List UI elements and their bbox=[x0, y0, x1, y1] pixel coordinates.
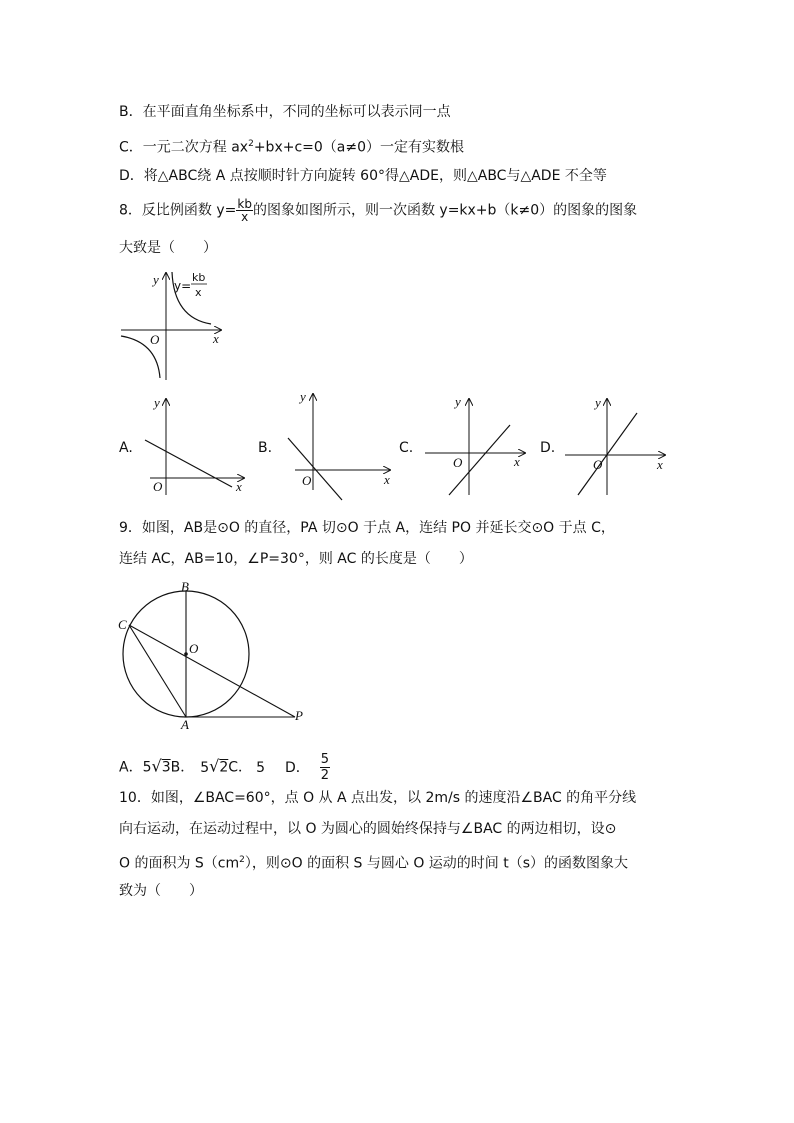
q8-option-c-graph bbox=[425, 395, 535, 495]
axis-x-label: x bbox=[213, 331, 219, 346]
svg-text:x: x bbox=[236, 479, 242, 494]
svg-text:y: y bbox=[455, 394, 461, 409]
q9-ans-a-label: A． bbox=[119, 759, 143, 776]
svg-text:O: O bbox=[593, 457, 603, 472]
svg-text:O: O bbox=[153, 479, 163, 494]
svg-text:C: C bbox=[118, 617, 127, 632]
q9-ans-d-label: D． bbox=[284, 759, 310, 776]
q7-option-c: C．一元二次方程 $ax^2+bx+c=0(a\ne 0)$一定有实数根 bbox=[119, 139, 465, 156]
q8-stem: 8．反比例函数 y= $\frac{kb}{x}$ 的图象如图所示，则一次函数 y=kx+b（k≠0）的图象的图象 bbox=[119, 197, 638, 224]
origin-label: O bbox=[150, 332, 160, 347]
q8-option-d-label: D. bbox=[540, 440, 556, 456]
svg-text:y: y bbox=[300, 389, 306, 404]
q7-option-b: B．在平面直角坐标系中，不同的坐标可以表示同一点 bbox=[119, 104, 451, 120]
q8-stem-fraction: $\frac{kb}{x}$ bbox=[237, 197, 252, 224]
q8-option-a-label: A. bbox=[119, 440, 133, 456]
svg-text:x: x bbox=[195, 286, 202, 299]
q8-option-c-label: C. bbox=[399, 440, 414, 456]
svg-text:O: O bbox=[302, 473, 312, 488]
q8-option-b-label: B. bbox=[258, 440, 273, 456]
q7-option-d: D．将△ABC绕 A 点按顺时针方向旋转 60°得△ADE，则△ABC与△ADE 不全等 bbox=[119, 168, 607, 184]
q10-line2: 向右运动，在运动过程中，以 O 为圆心的圆始终保持与∠BAC 的两边相切，设⊙ bbox=[119, 821, 617, 837]
svg-text:y: y bbox=[595, 395, 601, 410]
q8-option-d-graph bbox=[565, 395, 670, 495]
axis-y-label: y bbox=[153, 272, 159, 287]
svg-text:P: P bbox=[295, 708, 303, 723]
svg-text:O: O bbox=[453, 455, 463, 470]
svg-text:y: y bbox=[154, 395, 160, 410]
svg-text:A: A bbox=[181, 717, 189, 732]
q9-ans-b-label: B． bbox=[170, 759, 195, 776]
q10-line4: 致为（ ） bbox=[119, 883, 203, 899]
q9-stem-line1: 9．如图，AB是⊙O 的直径，PA 切⊙O 于点 A，连结 PO 并延长交⊙O 于点 C， bbox=[119, 520, 615, 536]
chord-ac bbox=[129, 625, 186, 717]
q10-line1: 10．如图，∠BAC=60°，点 O 从 A 点出发，以 2m/s 的速度沿∠BAC 的角平分线 bbox=[119, 790, 637, 806]
q9-ans-d-fraction: $\frac{5}{2}$ bbox=[320, 752, 330, 783]
q8-stem-line2: 大致是（ ） bbox=[119, 240, 217, 256]
q8-hyperbola-graph bbox=[119, 270, 229, 385]
svg-text:O: O bbox=[189, 641, 199, 656]
line-cp bbox=[129, 625, 295, 717]
q10-line3: O 的面积为 $S(cm^2)$，则⊙O 的面积 S 与圆心 O 运动的时间 t（s）的函数图象大 bbox=[119, 855, 629, 872]
svg-text:kb: kb bbox=[192, 271, 206, 284]
svg-text:x: x bbox=[657, 457, 663, 472]
q9-stem-line2: 连结 AC，AB=10，∠P=30°，则 AC 的长度是（ ） bbox=[119, 551, 473, 567]
q9-answers: A．5√3B． 5√2C． 5 D． $\frac{5}{2}$ bbox=[119, 752, 330, 783]
q8-option-a-graph bbox=[140, 395, 250, 495]
svg-text:B: B bbox=[181, 579, 189, 594]
q9-circle-figure bbox=[115, 580, 315, 730]
q9-ans-c-label: C． bbox=[228, 759, 253, 776]
svg-text:x: x bbox=[514, 454, 520, 469]
q8-option-b-graph bbox=[280, 390, 395, 490]
svg-text:x: x bbox=[384, 472, 390, 487]
svg-text:y=: y= bbox=[174, 279, 192, 293]
